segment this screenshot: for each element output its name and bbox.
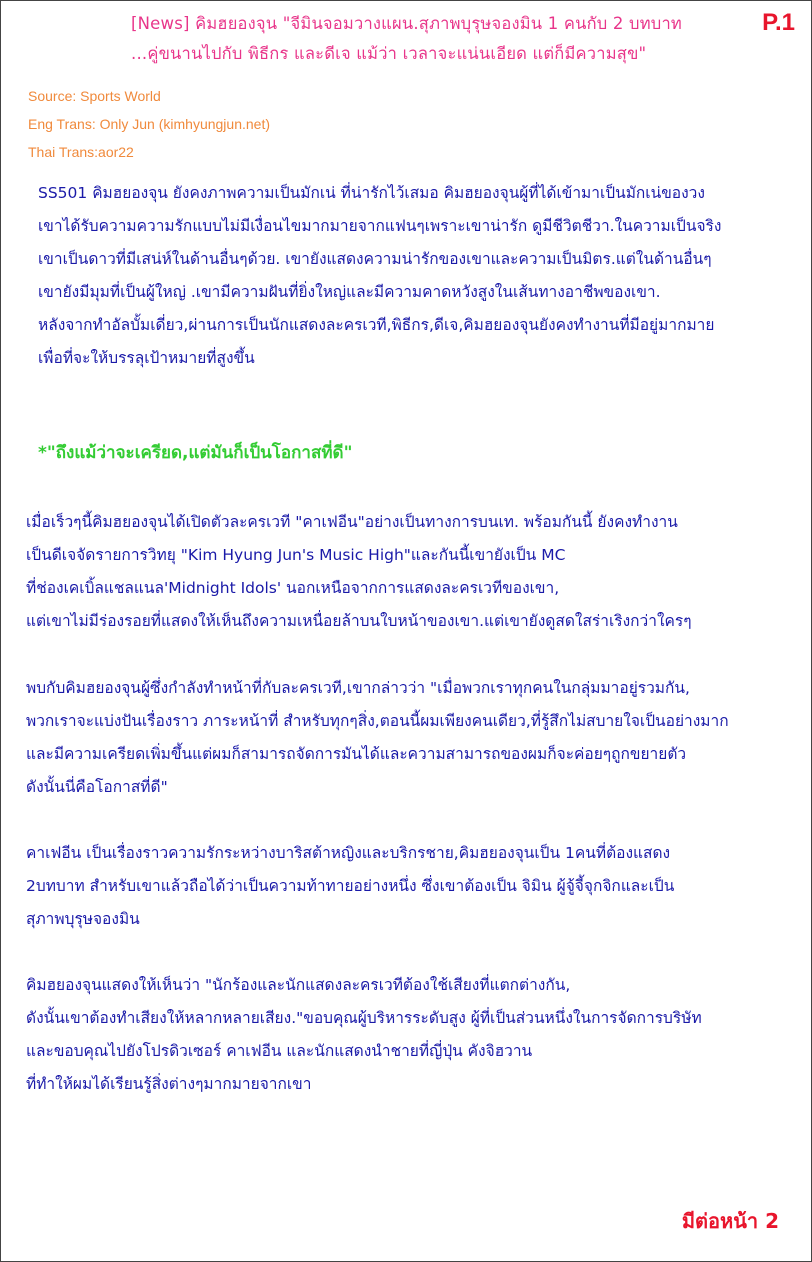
body-paragraph-4 — [26, 969, 702, 1101]
credit-source: Source: Sports World — [28, 88, 161, 104]
paragraph-line: แต่เขาไม่มีร่องรอยที่แสดงให้เห็นถึงความเหนื่อยล้าบนใบหน้าของเขา.แต่เขายังดูสดใสร่าเริงกว่าใครๆ — [26, 612, 692, 630]
paragraph-line: คาเฟอีน เป็นเรื่องราวความรักระหว่างบาริสต้าหญิงและบริกรชาย,คิมฮยองจุนเป็น 1คนที่ต้องแสดง — [26, 844, 671, 862]
article-title-line-2: ...คู่ขนานไปกับ พิธีกร และดีเจ แม้ว่า เวลาจะแน่นเอียด แต่ก็มีความสุข" — [131, 44, 647, 63]
continued-on-page-2: มีต่อหน้า 2 — [681, 1209, 779, 1233]
paragraph-line: 2บทบาท สำหรับเขาแล้วถือได้ว่าเป็นความท้าทายอย่างหนึ่ง ซึ่งเขาต้องเป็น จิมิน ผู้จู้จี้จุกจิกและเป็น — [26, 877, 675, 895]
intro-line: เขาได้รับความความรักแบบไม่มีเงื่อนไขมากมายจากแฟนๆเพราะเขาน่ารัก ดูมีชีวิตชีวา.ในความเป็นจริง — [38, 217, 722, 235]
body-paragraph-3 — [26, 837, 674, 936]
paragraph-line: สุภาพบุรุษจองมิน — [26, 910, 140, 928]
paragraph-line: พบกับคิมฮยองจุนผู้ซึ่งกำลังทำหน้าที่กับละครเวที,เขากล่าวว่า "เมื่อพวกเราทุกคนในกลุ่มมาอยู่รวมกัน, — [26, 679, 690, 697]
intro-line: หลังจากทำอัลบั้มเดี่ยว,ผ่านการเป็นนักแสดงละครเวที,พิธีกร,ดีเจ,คิมฮยองจุนยังคงทำงานที่มีอยู่มากมาย — [38, 316, 715, 334]
paragraph-line: และมีความเครียดเพิ่มขึ้นแต่ผมก็สามารถจัดการมันได้และความสามารถของผมก็จะค่อยๆถูกขยายตัว — [26, 745, 687, 763]
credit-eng-translation: Eng Trans: Only Jun (kimhyungjun.net) — [28, 116, 271, 132]
paragraph-line: ดังนั้นนี่คือโอกาสที่ดี" — [26, 778, 168, 796]
intro-line: เขาเป็นดาวที่มีเสน่ห์ในด้านอื่นๆด้วย. เขายังแสดงความน่ารักของเขาและความเป็นมิตร.แต่ในด้านอื่นๆ — [38, 250, 712, 268]
credit-thai-translation: Thai Trans:aor22 — [28, 144, 134, 160]
paragraph-line: เป็นดีเจจัดรายการวิทยุ "Kim Hyung Jun's Music High"และกันนี้เขายังเป็น MC — [26, 546, 566, 564]
paragraph-line: ดังนั้นเขาต้องทำเสียงให้หลากหลายเสียง."ขอบคุณผู้บริหารระดับสูง ผู้ที่เป็นส่วนหนึ่งในการจัดการบริษัท — [26, 1009, 702, 1027]
paragraph-line: ที่ช่องเคเบิ้ลแชลแนล'Midnight Idols' นอกเหนือจากการแสดงละครเวทีของเขา, — [26, 579, 560, 597]
intro-line: SS501 คิมฮยองจุน ยังคงภาพความเป็นมักเน่ ที่น่ารักไว้เสมอ คิมฮยองจุนผู้ที่ได้เข้ามาเป็นมักเน่ของวง — [38, 184, 705, 202]
body-paragraph-1 — [26, 506, 692, 638]
paragraph-line: เมื่อเร็วๆนี้คิมฮยองจุนได้เปิดตัวละครเวที "คาเฟอีน"อย่างเป็นทางการบนเท. พร้อมกันนี้ ยังคงทำงาน — [26, 513, 678, 531]
section-heading: *"ถึงแม้ว่าจะเครียด,แต่มันก็เป็นโอกาสที่ดี" — [38, 443, 353, 463]
paragraph-line: คิมฮยองจุนแสดงให้เห็นว่า "นักร้องและนักแสดงละครเวทีต้องใช้เสียงที่แตกต่างกัน, — [26, 976, 571, 994]
intro-line: เขายังมีมุมที่เป็นผู้ใหญ่ .เขามีความฝันที่ยิ่งใหญ่และมีความคาดหวังสูงในเส้นทางอาชีพของเขา. — [38, 283, 661, 301]
body-paragraph-2 — [26, 672, 729, 804]
intro-paragraph — [38, 177, 721, 375]
intro-line: เพื่อที่จะให้บรรลุเป้าหมายที่สูงขึ้น — [38, 349, 255, 367]
paragraph-line: ที่ทำให้ผมได้เรียนรู้สิ่งต่างๆมากมายจากเขา — [26, 1075, 312, 1093]
page-number: P.1 — [762, 9, 795, 36]
paragraph-line: และขอบคุณไปยังโปรดิวเซอร์ คาเฟอีน และนักแสดงนำชายที่ญี่ปุ่น คังจิฮวาน — [26, 1042, 533, 1060]
article-title-line-1: [News] คิมฮยองจุน "จีมินจอมวางแผน.สุภาพบุรุษจองมิน 1 คนกับ 2 บทบาท — [131, 14, 683, 33]
paragraph-line: พวกเราจะแบ่งปันเรื่องราว ภาระหน้าที่ สำหรับทุกๆสิ่ง,ตอนนี้ผมเพียงคนเดียว,ที่รู้สึกไม่สบายใจเป็นอย่างมาก — [26, 712, 729, 730]
